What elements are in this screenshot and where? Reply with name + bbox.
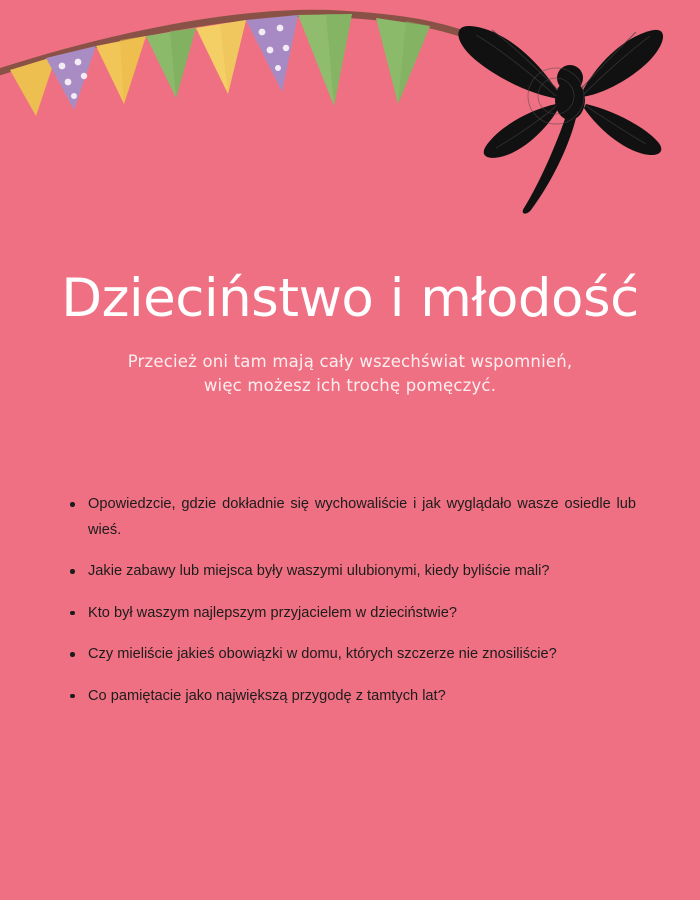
page-subtitle (110, 350, 590, 398)
page-title: Dzieciństwo i młodość (61, 268, 639, 329)
list-item: Czy mieliście jakieś obowiązki w domu, których szczerze nie znosiliście? (62, 642, 636, 668)
dragonfly-icon (458, 26, 663, 214)
title-block (0, 270, 700, 398)
header-decoration (0, 0, 700, 240)
subtitle-line-1: Przecież oni tam mają cały wszechświat wspomnień, (127, 352, 573, 372)
list-item: Kto był waszym najlepszym przyjacielem w dzieciństwie? (62, 601, 636, 627)
list-item: Co pamiętacie jako największą przygodę z tamtych lat? (62, 684, 636, 710)
subtitle-line-2: więc możesz ich trochę pomęczyć. (203, 376, 497, 396)
party-bunting-icon (0, 13, 470, 116)
list-item: Opowiedzcie, gdzie dokładnie się wychowaliście i jak wyglądało wasze osiedle lub wieś. (62, 492, 636, 543)
question-list (62, 492, 636, 709)
list-item: Jakie zabawy lub miejsca były waszymi ulubionymi, kiedy byliście mali? (62, 559, 636, 585)
